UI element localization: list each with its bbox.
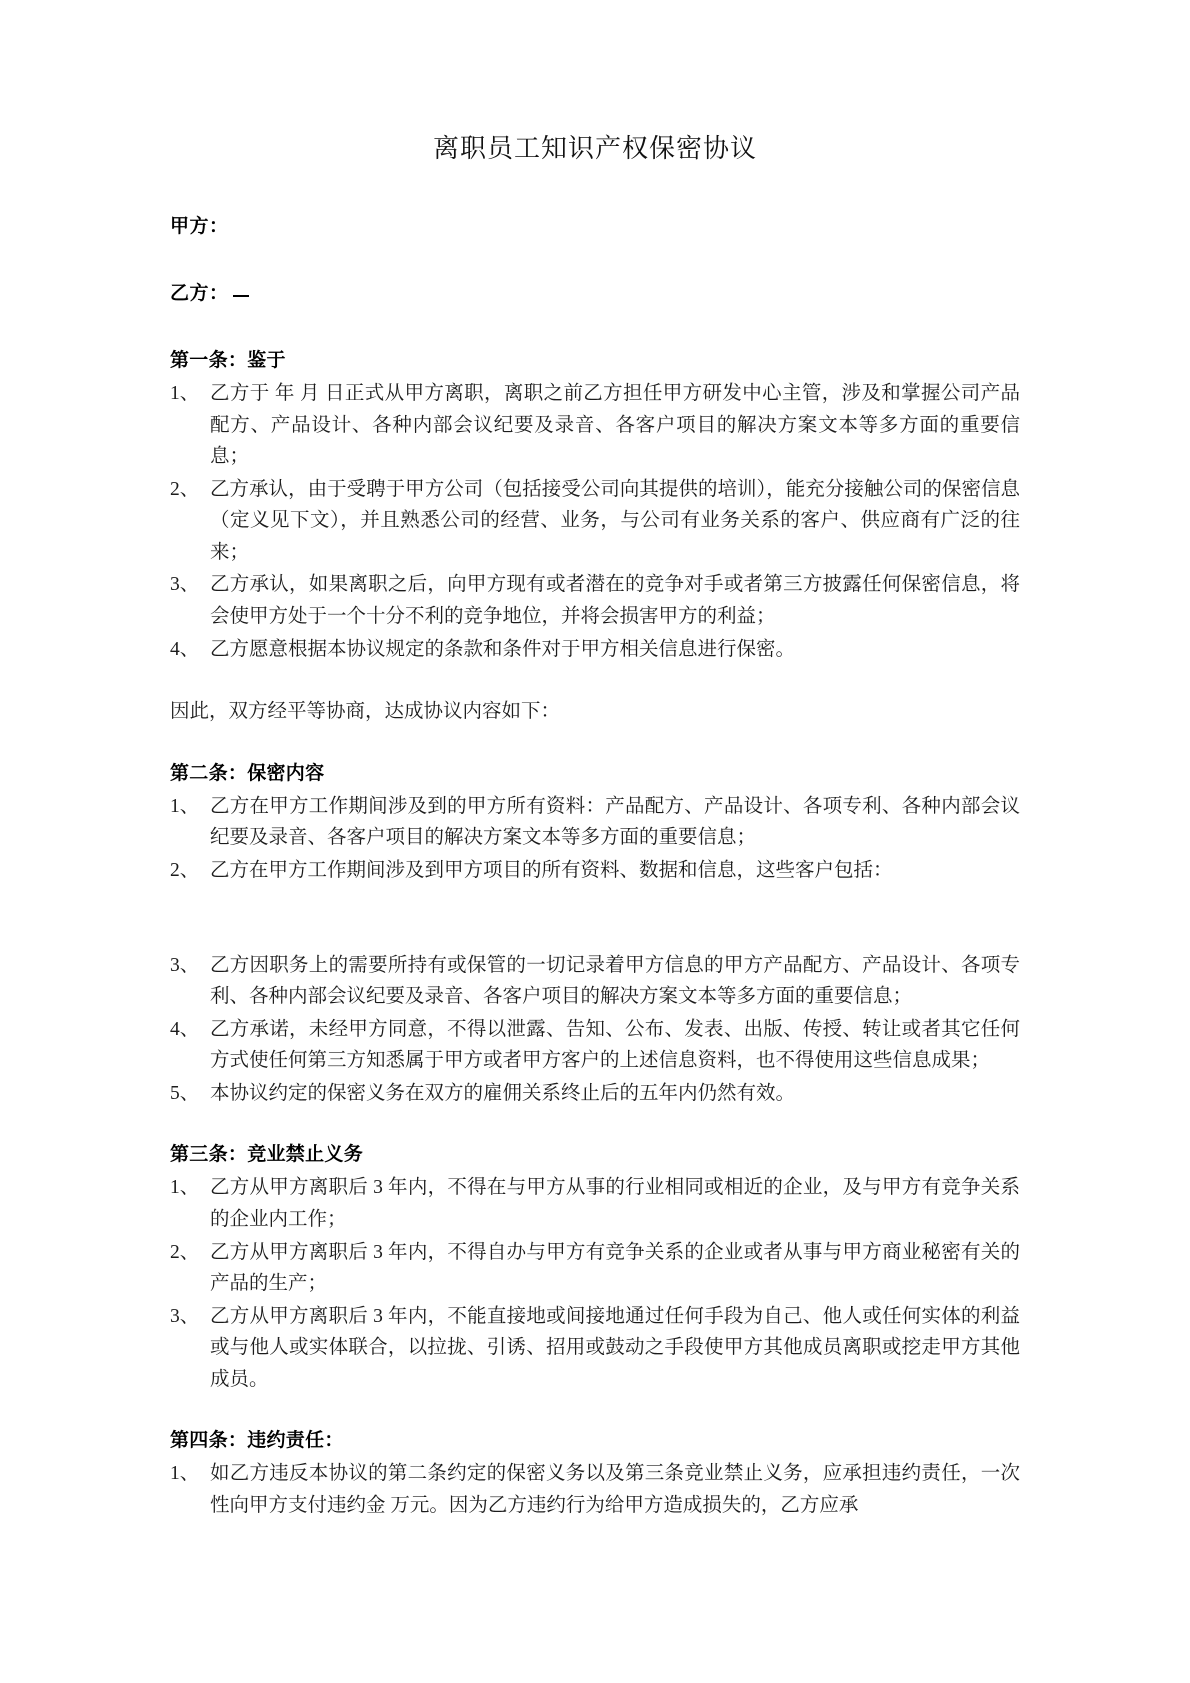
clause-number: 1、 xyxy=(170,795,200,817)
clause-text: 乙方在甲方工作期间涉及到甲方项目的所有资料、数据和信息，这些客户包括： xyxy=(210,859,893,881)
clause-number: 5、 xyxy=(170,1082,200,1104)
clause-item xyxy=(170,634,1020,666)
clause-item xyxy=(170,1078,1020,1110)
clause-text: 乙方因职务上的需要所持有或保管的一切记录着甲方信息的甲方产品配方、产品设计、各项专利、各种内部会议纪要及录音、各客户项目的解决方案文本等多方面的重要信息； xyxy=(210,954,1020,1008)
party-first-label: 甲方： xyxy=(170,215,229,237)
section-3-heading: 第三条：竞业禁止义务 xyxy=(170,1143,364,1166)
clause-number: 1、 xyxy=(170,1177,200,1199)
section-4-heading: 第四条：违约责任： xyxy=(170,1429,344,1452)
clause-text: 乙方从甲方离职后 3 年内，不得在与甲方从事的行业相同或相近的企业，及与甲方有竞争关系的企业内工作； xyxy=(210,1177,1020,1230)
section-article-4 xyxy=(170,1425,1020,1521)
clause-number: 3、 xyxy=(170,574,200,596)
spacer xyxy=(170,666,1020,696)
clause-item xyxy=(170,1172,1020,1235)
clause-item xyxy=(170,1014,1020,1077)
clause-item xyxy=(170,1237,1020,1300)
fill-in-blank-area xyxy=(170,888,1020,950)
clause-text: 乙方承认，由于受聘于甲方公司（包括接受公司向其提供的培训），能充分接触公司的保密信息（定义见下文），并且熟悉公司的经营、业务，与公司有业务关系的客户、供应商有广泛的往来； xyxy=(210,478,1020,563)
clause-item xyxy=(170,474,1020,569)
clause-text: 乙方从甲方离职后 3 年内，不能直接地或间接地通过任何手段为自己、他人或任何实体的利益或与他人或实体联合，以拉拢、引诱、招用或鼓动之手段使甲方其他成员离职或挖走甲方其他成员。 xyxy=(210,1305,1020,1390)
clause-number: 2、 xyxy=(170,478,200,500)
clause-item xyxy=(170,378,1020,473)
section-3-clause-list xyxy=(170,1172,1020,1395)
party-first-line xyxy=(170,211,1020,238)
clause-text: 乙方承诺，未经甲方同意，不得以泄露、告知、公布、发表、出版、传授、转让或者其它任何方式使任何第三方知悉属于甲方或者甲方客户的上述信息资料，也不得使用这些信息成果； xyxy=(210,1018,1020,1072)
party-second-blank xyxy=(233,295,249,297)
party-second-line xyxy=(170,278,1020,305)
section-1-clause-list xyxy=(170,378,1020,665)
clause-number: 3、 xyxy=(170,1305,200,1327)
clause-text: 乙方从甲方离职后 3 年内，不得自办与甲方有竞争关系的企业或者从事与甲方商业秘密有关的产品的生产； xyxy=(210,1241,1020,1295)
clause-item xyxy=(170,950,1020,1013)
clause-number: 2、 xyxy=(170,1241,200,1263)
clause-text: 乙方于 年 月 日正式从甲方离职，离职之前乙方担任甲方研发中心主管，涉及和掌握公司产品配方、产品设计、各种内部会议纪要及录音、各客户项目的解决方案文本等多方面的重要信息； xyxy=(210,383,1020,468)
clause-number: 1、 xyxy=(170,383,200,404)
section-2-clause-list xyxy=(170,791,1020,1110)
clause-number: 3、 xyxy=(170,954,200,976)
clause-number: 1、 xyxy=(170,1463,200,1485)
clause-text: 乙方愿意根据本协议规定的条款和条件对于甲方相关信息进行保密。 xyxy=(210,638,796,660)
clause-item xyxy=(170,855,1020,887)
clause-item xyxy=(170,569,1020,632)
clause-number: 4、 xyxy=(170,1018,200,1040)
clause-item xyxy=(170,1301,1020,1396)
clause-text: 乙方承认，如果离职之后，向甲方现有或者潜在的竞争对手或者第三方披露任何保密信息，将会使甲方处于一个十分不利的竞争地位，并将会损害甲方的利益； xyxy=(210,574,1020,628)
clause-text: 本协议约定的保密义务在双方的雇佣关系终止后的五年内仍然有效。 xyxy=(210,1082,796,1104)
clause-item xyxy=(170,791,1020,854)
party-second-label: 乙方： xyxy=(170,282,229,304)
section-4-clause-list xyxy=(170,1458,1020,1521)
section-2-heading: 第二条：保密内容 xyxy=(170,761,325,784)
clause-number: 4、 xyxy=(170,638,200,660)
clause-item xyxy=(170,1458,1020,1521)
section-article-1 xyxy=(170,345,1020,728)
clause-text: 如乙方违反本协议的第二条约定的保密义务以及第三条竞业禁止义务，应承担违约责任，一次性向甲方支付违约金 万元。因为乙方违约行为给甲方造成损失的，乙方应承 xyxy=(210,1463,1020,1517)
clause-number: 2、 xyxy=(170,859,200,881)
section-article-3 xyxy=(170,1139,1020,1395)
section-article-2 xyxy=(170,758,1020,1110)
section-1-heading: 第一条：鉴于 xyxy=(170,349,286,371)
section-1-closing-paragraph: 因此，双方经平等协商，达成协议内容如下： xyxy=(170,701,561,723)
clause-text: 乙方在甲方工作期间涉及到的甲方所有资料：产品配方、产品设计、各项专利、各种内部会议纪要及录音、各客户项目的解决方案文本等多方面的重要信息； xyxy=(210,795,1020,849)
page-title: 离职员工知识产权保密协议 xyxy=(432,134,757,164)
